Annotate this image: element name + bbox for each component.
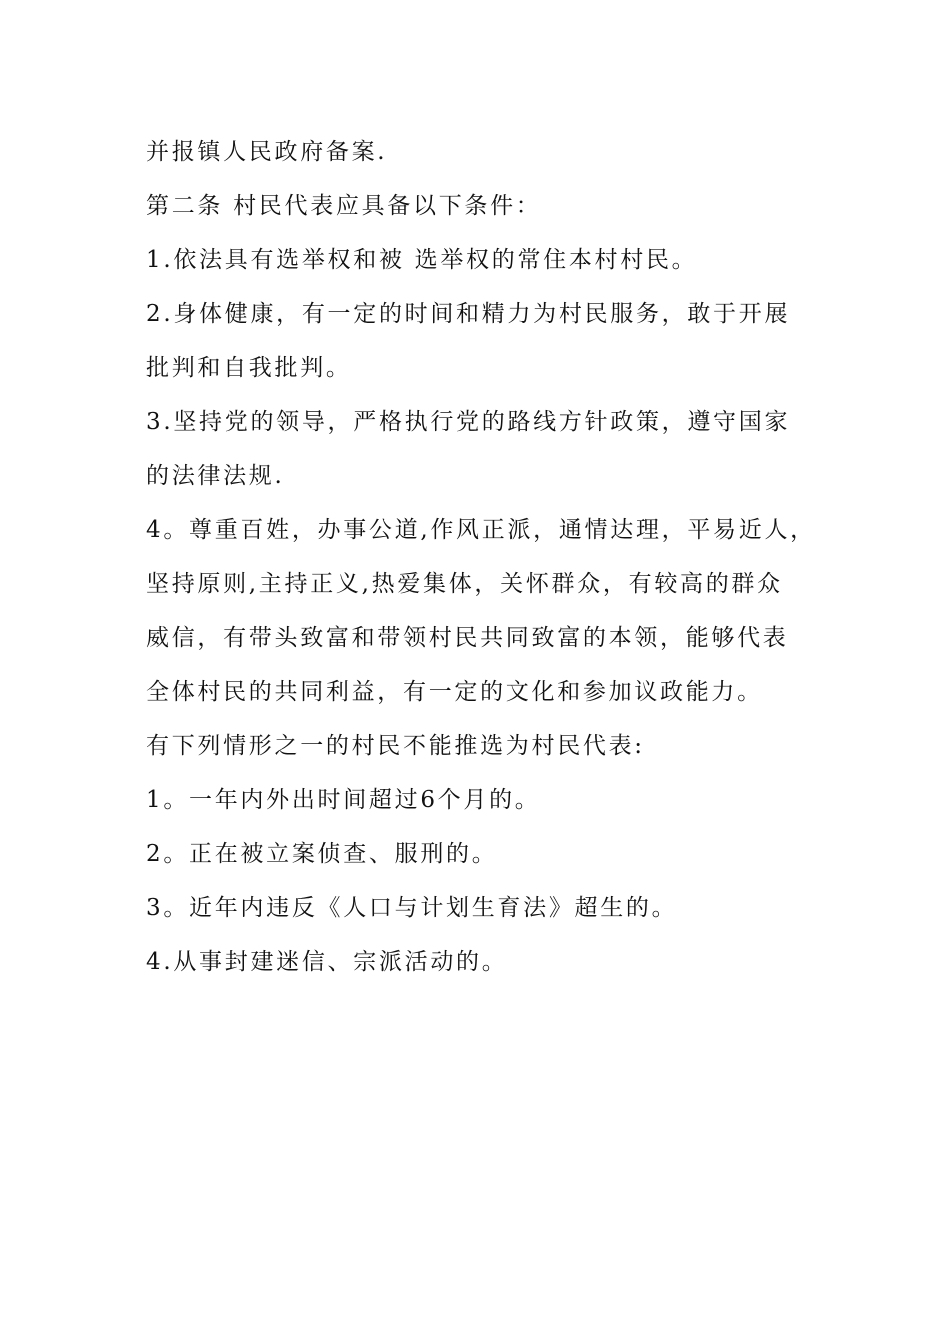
text-line-14: 2。正在被立案侦查、服刑的。 bbox=[146, 841, 498, 867]
text-line-3: 1.依法具有选举权和被 选举权的常住本村村民。 bbox=[146, 247, 698, 273]
text-line-9: 坚持原则,主持正义,热爱集体，关怀群众，有较高的群众 bbox=[146, 571, 783, 597]
text-line-4: 2.身体健康，有一定的时间和精力为村民服务，敢于开展 bbox=[146, 301, 791, 327]
text-line-7: 的法律法规. bbox=[146, 463, 285, 489]
text-line-13: 1。一年内外出时间超过6个月的。 bbox=[146, 787, 541, 813]
text-line-8: 4。尊重百姓，办事公道,作风正派，通情达理，平易近人， bbox=[146, 517, 816, 543]
text-line-1: 并报镇人民政府备案. bbox=[146, 139, 388, 165]
text-line-16: 4.从事封建迷信、宗派活动的。 bbox=[146, 949, 508, 975]
text-line-2: 第二条 村民代表应具备以下条件： bbox=[146, 193, 542, 219]
text-line-12: 有下列情形之一的村民不能推选为村民代表: bbox=[146, 733, 645, 759]
text-line-15: 3。近年内违反《人口与计划生育法》超生的。 bbox=[146, 895, 678, 921]
text-line-10: 威信，有带头致富和带领村民共同致富的本领，能够代表 bbox=[146, 625, 789, 651]
text-line-11: 全体村民的共同利益，有一定的文化和参加议政能力。 bbox=[146, 679, 763, 705]
text-line-5: 批判和自我批判。 bbox=[146, 355, 352, 381]
text-line-6: 3.坚持党的领导，严格执行党的路线方针政策，遵守国家 bbox=[146, 409, 791, 435]
document-body bbox=[146, 125, 826, 989]
